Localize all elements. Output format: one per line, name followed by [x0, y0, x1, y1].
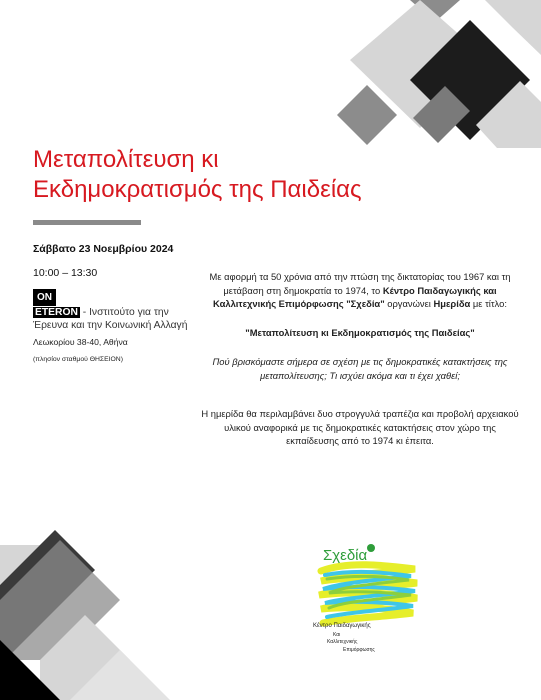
event-time: 10:00 – 13:30: [33, 267, 98, 279]
event-description: [200, 270, 520, 448]
logo-tagline-2: Και: [333, 632, 341, 638]
logo-name: Σχεδία: [323, 547, 368, 564]
intro-text-3: με τίτλο:: [470, 298, 507, 309]
event-landmark: (πλησίον σταθμού ΘΗΣΕΙΟΝ): [33, 356, 123, 363]
intro-paragraph: [200, 270, 520, 311]
center-name: Κέντρο Παιδαγωγικής και Καλλιτεχνικής Επιμόρφωσης "Σχεδία": [213, 284, 497, 309]
title-line-1: Μεταπολίτευση κι: [33, 146, 219, 173]
question-paragraph: Πού βρισκόμαστε σήμερα σε σχέση με τις δημοκρατικές κατακτήσεις της μεταπολίτευσης; Τι ισχύει ακόμα και τι έχει χαθεί;: [212, 356, 508, 381]
logo-tagline-3: Καλλιτεχνικής: [327, 639, 358, 645]
title-underline-bar: [33, 220, 141, 225]
closing-paragraph: Η ημερίδα θα περιλαμβάνει δυο στρογγυλά τραπέζια και προβολή αρχειακού υλικού αναφορικά με τις δημοκρατικές κατακτήσεις στον χώρο της εκπαίδευσης από το 1974 κι έπειτα.: [201, 408, 519, 446]
event-venue: [33, 306, 193, 332]
quoted-event-title: "Μεταπολίτευση κι Εκδημοκρατισμός της Παιδείας": [245, 326, 475, 338]
intro-text-1: Με αφορμή τα 50 χρόνια από την πτώση της δικτατορίας του 1967 και τη μετάβαση στη δημοκρατία το 1974, το: [209, 271, 511, 296]
logo-dot: [367, 544, 375, 552]
schedia-logo: [313, 543, 428, 653]
logo-tagline-4: Επιμόρφωσης: [343, 647, 375, 653]
event-date: Σάββατο 23 Νοεμβρίου 2024: [33, 243, 174, 255]
eteron-logo-label: ETERON: [35, 307, 78, 318]
event-address: Λεωκορίου 38-40, Αθήνα: [33, 337, 128, 347]
event-details: [33, 243, 193, 363]
on-logo-label: ON: [33, 289, 56, 306]
venue-name: - Ινστιτούτο για την Έρευνα και την Κοινωνική Αλλαγή: [33, 307, 188, 331]
title-line-2: Εκδημοκρατισμός της Παιδείας: [33, 176, 362, 203]
intro-text-2: οργανώνει: [384, 298, 434, 309]
event-title: [33, 145, 503, 205]
logo-tagline-1: Κέντρο Παιδαγωγικής: [313, 623, 371, 629]
event-type: Ημερίδα: [433, 298, 471, 309]
